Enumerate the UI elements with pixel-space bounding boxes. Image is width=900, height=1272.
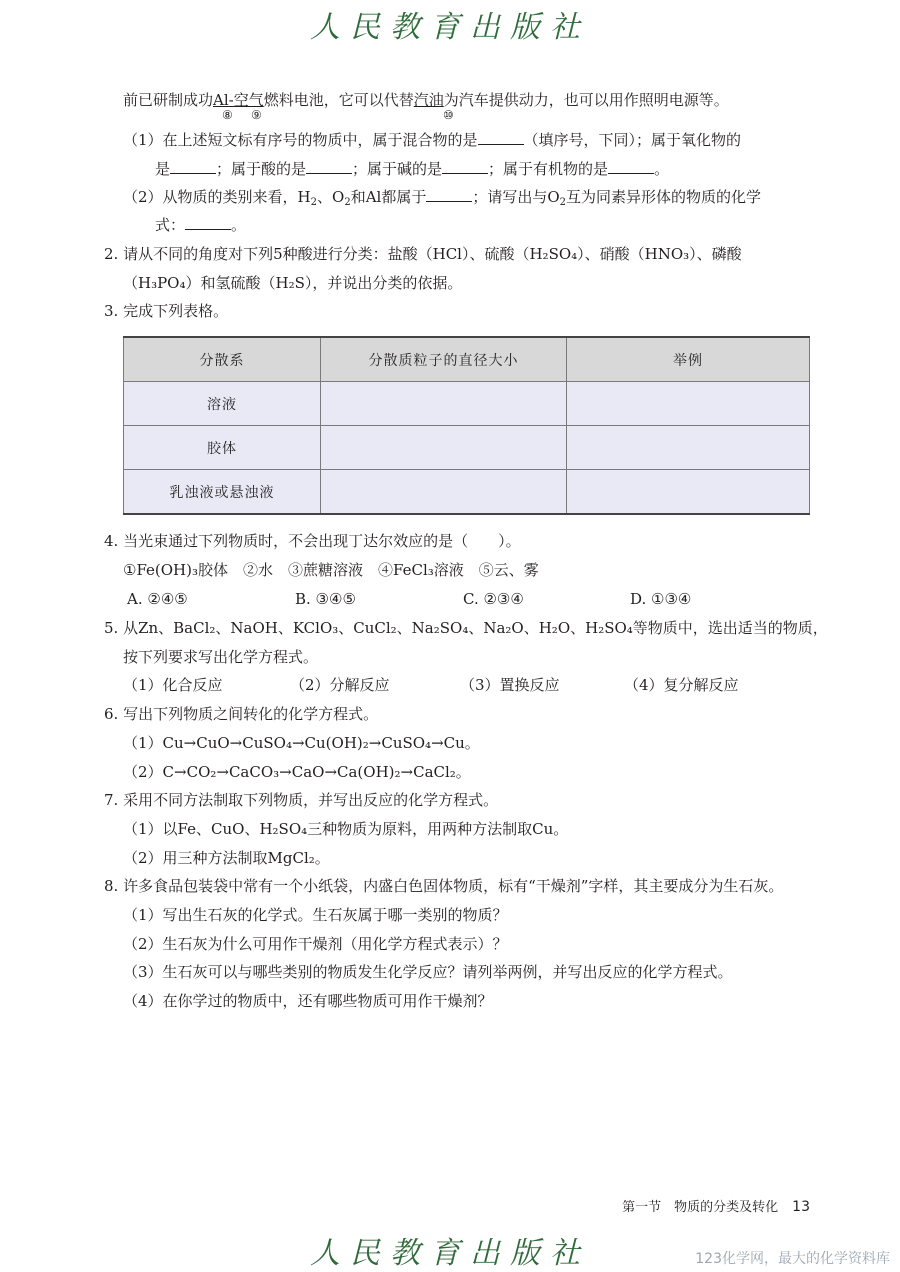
section-title: 第一节 物质的分类及转化 <box>622 1200 779 1215</box>
q4-option-c: C. ②③④ <box>463 590 524 608</box>
table-cell-empty[interactable] <box>321 470 567 515</box>
q6-stem: 6. 写出下列物质之间转化的化学方程式。 <box>104 705 379 723</box>
q1-text: 、O <box>317 188 345 206</box>
q6-part1: （1）Cu→CuO→CuSO₄→Cu(OH)₂→CuSO₄→Cu。 <box>123 734 480 752</box>
intro-line <box>123 90 729 110</box>
answer-blank <box>442 159 488 174</box>
q1-text: 。 <box>654 160 670 178</box>
q1-part1-line1 <box>123 130 741 150</box>
q1-text: ；属于碱的是 <box>352 160 443 178</box>
q2-line1: 2. 请从不同的角度对下列5种酸进行分类：盐酸（HCl）、硫酸（H₂SO₄）、硝酸（HNO₃）、磷酸 <box>104 245 742 263</box>
q1-text: 。 <box>231 216 247 234</box>
table-header-row <box>124 337 810 382</box>
q5-part2: （2）分解反应 <box>290 676 390 694</box>
q4-items: ①Fe(OH)₃胶体 ②水 ③蔗糖溶液 ④FeCl₃溶液 ⑤云、雾 <box>123 561 539 579</box>
q5-part1: （1）化合反应 <box>123 676 223 694</box>
q7-part1: （1）以Fe、CuO、H₂SO₄三种物质为原料，用两种方法制取Cu。 <box>123 820 569 838</box>
q4-option-d: D. ①③④ <box>630 590 692 608</box>
publisher-logo-top: 人民教育出版社 <box>310 10 590 45</box>
q1-part2-line1: （2）从物质的类别来看，$H_2$、$O_2$和Al都属于 ；请写出与$O_2$互为同素异形体的物质的化学 <box>123 188 762 208</box>
intro-al-air: Al-空气 <box>213 91 264 109</box>
mark-10: ⑩ <box>443 108 454 122</box>
q5-line1: 5. 从Zn、BaCl₂、NaOH、KClO₃、CuCl₂、Na₂SO₄、Na₂O、H₂O、H₂SO₄等物质中，选出适当的物质， <box>104 619 828 637</box>
q4-option-a: A. ②④⑤ <box>127 590 188 608</box>
q1-text: 是 <box>155 160 171 178</box>
q1-part1-line2 <box>155 159 669 179</box>
table-header: 分散系 <box>124 337 321 382</box>
table-header: 举例 <box>567 337 810 382</box>
q4-option-b: B. ③④⑤ <box>295 590 356 608</box>
table-cell-empty[interactable] <box>567 382 810 426</box>
table-cell: 胶体 <box>124 426 321 470</box>
watermark: 123化学网，最大的化学资料库 <box>695 1251 890 1267</box>
q7-part2: （2）用三种方法制取MgCl₂。 <box>123 849 330 867</box>
mark-9: ⑨ <box>251 108 262 122</box>
answer-blank <box>306 159 352 174</box>
intro-mid: 燃料电池，它可以代替 <box>263 91 414 109</box>
page-footer <box>622 1196 810 1215</box>
table-header: 分散质粒子的直径大小 <box>321 337 567 382</box>
q1-text: （1）在上述短文标有序号的物质中，属于混合物的是 <box>123 131 478 149</box>
answer-blank <box>185 215 231 230</box>
q1-text: ；属于有机物的是 <box>488 160 609 178</box>
q8-part3: （3）生石灰可以与哪些类别的物质发生化学反应？请列举两例，并写出反应的化学方程式。 <box>123 963 733 981</box>
dispersion-table <box>123 336 810 515</box>
page-number: 13 <box>792 1199 810 1215</box>
q1-part2-line2 <box>155 215 246 235</box>
q3-title: 3. 完成下列表格。 <box>104 302 229 320</box>
table-row <box>124 382 810 426</box>
intro-suffix: 为汽车提供动力，也可以用作照明电源等。 <box>443 91 729 109</box>
q8-part2: （2）生石灰为什么可用作干燥剂（用化学方程式表示）？ <box>123 935 508 953</box>
q1-text: 式： <box>155 216 186 234</box>
q8-stem: 8. 许多食品包装袋中常有一个小纸袋，内盛白色固体物质，标有“干燥剂”字样，其主要成分为生石灰。 <box>104 877 784 895</box>
q8-part4: （4）在你学过的物质中，还有哪些物质可用作干燥剂？ <box>123 992 493 1010</box>
q5-part4: （4）复分解反应 <box>624 676 739 694</box>
table-cell-empty[interactable] <box>321 382 567 426</box>
mark-8: ⑧ <box>222 108 233 122</box>
table-cell-empty[interactable] <box>567 470 810 515</box>
answer-blank <box>426 187 472 202</box>
publisher-logo-bottom: 人民教育出版社 <box>310 1236 590 1271</box>
q5-part3: （3）置换反应 <box>460 676 560 694</box>
q8-part1: （1）写出生石灰的化学式。生石灰属于哪一类别的物质？ <box>123 906 508 924</box>
table-row <box>124 470 810 515</box>
q1-text: 和Al都属于 <box>350 188 427 206</box>
q6-part2: （2）C→CO₂→CaCO₃→CaO→Ca(OH)₂→CaCl₂。 <box>123 763 471 781</box>
table-cell-empty[interactable] <box>321 426 567 470</box>
q1-text: （填序号，下同）；属于氧化物的 <box>523 131 742 149</box>
q1-text: ；属于酸的是 <box>216 160 307 178</box>
table-cell: 乳浊液或悬浊液 <box>124 470 321 515</box>
q1-text: 互为同素异形体的物质的化学 <box>566 188 762 206</box>
q4-stem: 4. 当光束通过下列物质时，不会出现丁达尔效应的是（ ）。 <box>104 532 521 550</box>
q1-text: ；请写出与O <box>472 188 560 206</box>
intro-gasoline: 汽油 <box>413 91 444 109</box>
answer-blank <box>608 159 654 174</box>
answer-blank <box>170 159 216 174</box>
table-cell-empty[interactable] <box>567 426 810 470</box>
q2-line2: （H₃PO₄）和氢硫酸（H₂S），并说出分类的依据。 <box>123 274 463 292</box>
answer-blank <box>478 130 524 145</box>
q5-line2: 按下列要求写出化学方程式。 <box>123 648 319 666</box>
table-cell: 溶液 <box>124 382 321 426</box>
intro-prefix: 前已研制成功 <box>123 91 214 109</box>
q1-text: （2）从物质的类别来看，H <box>123 188 311 206</box>
q7-stem: 7. 采用不同方法制取下列物质，并写出反应的化学方程式。 <box>104 791 499 809</box>
table-row <box>124 426 810 470</box>
